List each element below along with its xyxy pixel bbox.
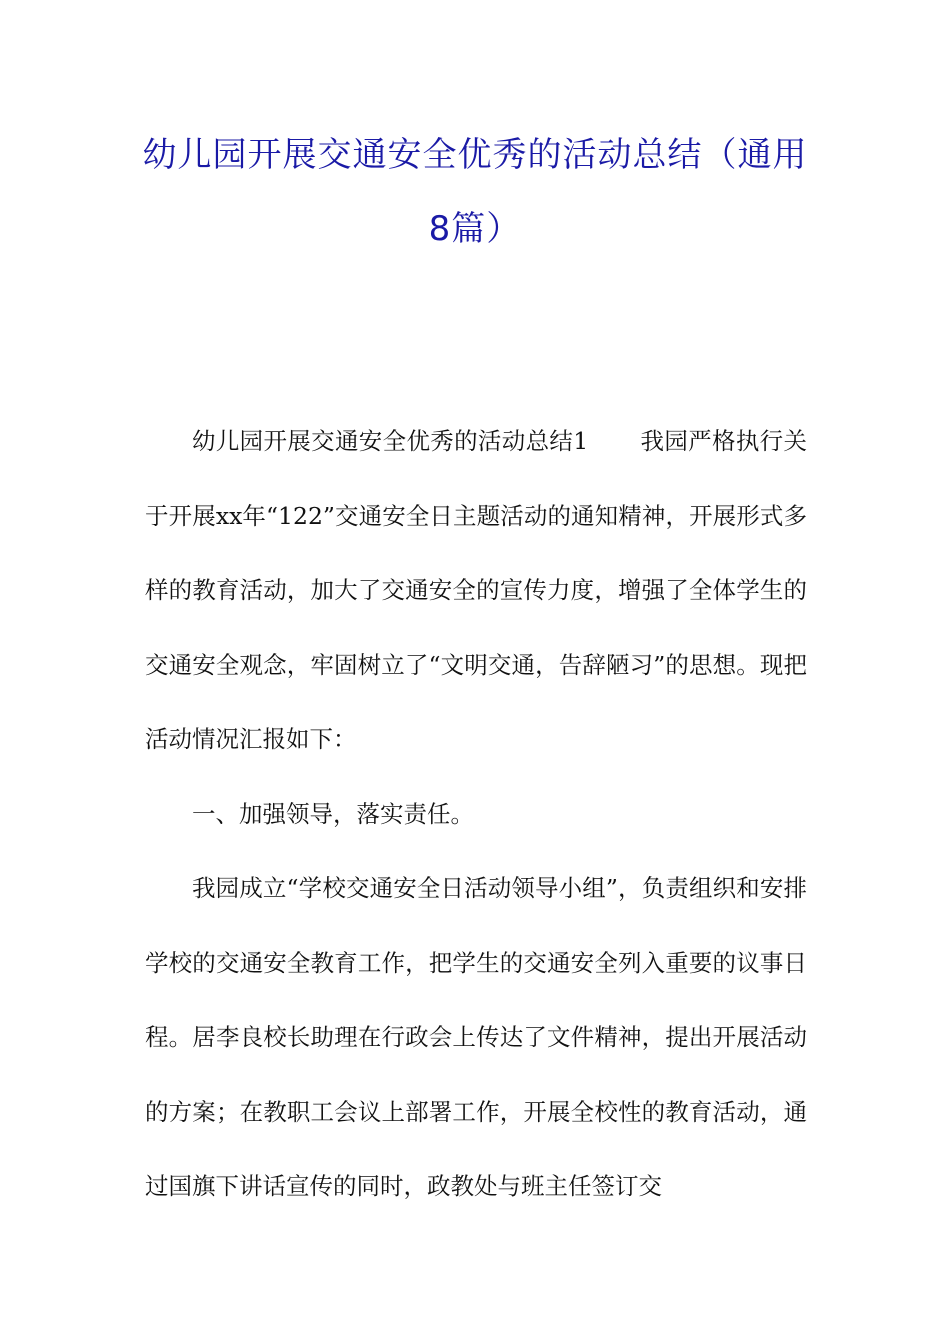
- document-title: 幼儿园开展交通安全优秀的活动总结（通用8篇）: [142, 135, 808, 249]
- paragraph-2: 一、加强领导，落实责任。: [192, 799, 474, 828]
- section-heading: 幼儿园开展交通安全优秀的活动总结1: [192, 427, 589, 455]
- paragraph-1: [145, 404, 807, 777]
- paragraph-text: 我园严格执行关于开展xx年“122”交通安全日主题活动的通知精神，开展形式多样的教育活动，加大了交通安全的宣传力度，增强了全体学生的交通安全观念，牢固树立了“文明交通，告辞陋习”的思想。现把活动情况汇报如下：: [145, 427, 807, 753]
- document-body: [145, 404, 807, 1224]
- paragraph-3: 我园成立“学校交通安全日活动领导小组”，负责组织和安排学校的交通安全教育工作，把学生的交通安全列入重要的议事日程。居李良校长助理在行政会上传达了文件精神，提出开展活动的方案；在教职工会议上部署工作，开展全校性的教育活动，通过国旗下讲话宣传的同时，政教处与班主任签订交: [145, 874, 807, 1200]
